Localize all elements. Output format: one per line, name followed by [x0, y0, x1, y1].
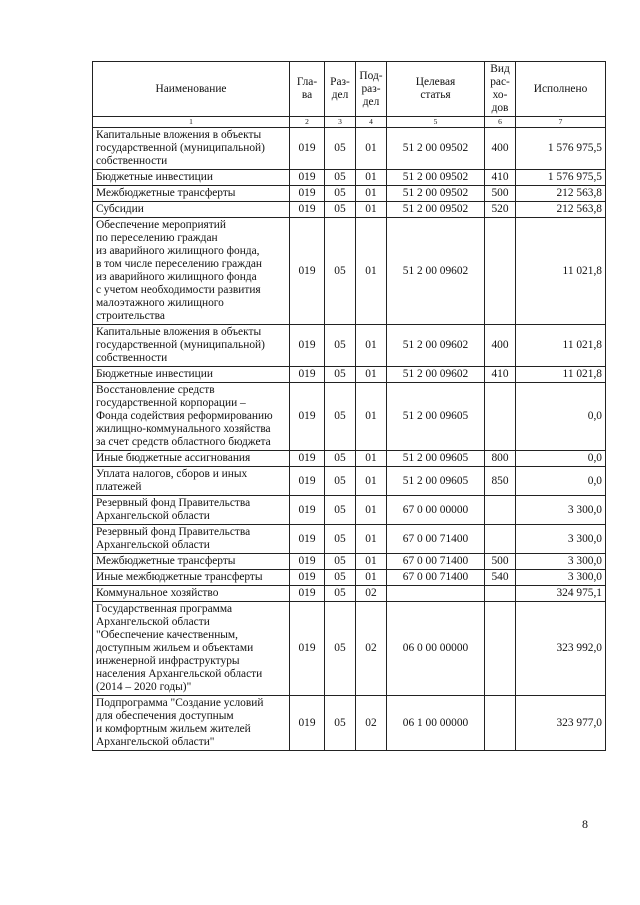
row-executed: 1 576 975,5 — [516, 170, 606, 186]
column-number: 3 — [325, 117, 356, 128]
row-executed: 3 300,0 — [516, 496, 606, 525]
row-subsection: 01 — [356, 554, 387, 570]
table-row — [93, 467, 606, 496]
row-target: 51 2 00 09605 — [387, 383, 485, 451]
row-subsection: 02 — [356, 602, 387, 696]
row-section: 05 — [325, 325, 356, 367]
row-name: Бюджетные инвестиции — [93, 367, 290, 383]
table-row — [93, 451, 606, 467]
row-expense-type: 500 — [485, 554, 516, 570]
header-section: Раз- дел — [325, 62, 356, 117]
row-target: 51 2 00 09605 — [387, 451, 485, 467]
row-expense-type: 520 — [485, 202, 516, 218]
row-target: 67 0 00 71400 — [387, 570, 485, 586]
column-number-row — [93, 117, 606, 128]
row-name: Иные бюджетные ассигнования — [93, 451, 290, 467]
row-name: Межбюджетные трансферты — [93, 186, 290, 202]
column-number: 5 — [387, 117, 485, 128]
row-section: 05 — [325, 218, 356, 325]
row-name: Подпрограмма "Создание условий для обеспечения доступным и комфортным жильем жителей Архангельской области" — [93, 696, 290, 751]
row-section: 05 — [325, 525, 356, 554]
row-name: Коммунальное хозяйство — [93, 586, 290, 602]
row-name: Межбюджетные трансферты — [93, 554, 290, 570]
table-row — [93, 696, 606, 751]
row-executed: 11 021,8 — [516, 218, 606, 325]
row-name: Государственная программа Архангельской области "Обеспечение качественным, доступным жильем и объектами инженерной инфраструктуры населения Архангельской области (2014 – 2020 годы)" — [93, 602, 290, 696]
row-expense-type: 410 — [485, 367, 516, 383]
table-row — [93, 570, 606, 586]
page-number: 8 — [582, 817, 588, 831]
row-section: 05 — [325, 570, 356, 586]
row-target: 51 2 00 09502 — [387, 128, 485, 170]
row-subsection: 01 — [356, 202, 387, 218]
row-chapter: 019 — [290, 202, 325, 218]
row-expense-type: 410 — [485, 170, 516, 186]
row-subsection: 02 — [356, 586, 387, 602]
budget-execution-table — [92, 61, 606, 751]
row-subsection: 01 — [356, 128, 387, 170]
table-row — [93, 554, 606, 570]
row-target: 67 0 00 71400 — [387, 525, 485, 554]
row-chapter: 019 — [290, 128, 325, 170]
row-chapter: 019 — [290, 696, 325, 751]
row-section: 05 — [325, 367, 356, 383]
row-name: Капитальные вложения в объекты государственной (муниципальной) собственности — [93, 325, 290, 367]
row-executed: 3 300,0 — [516, 570, 606, 586]
row-subsection: 01 — [356, 218, 387, 325]
row-chapter: 019 — [290, 496, 325, 525]
table-header-row — [93, 62, 606, 117]
row-executed: 0,0 — [516, 467, 606, 496]
row-chapter: 019 — [290, 218, 325, 325]
table-row — [93, 170, 606, 186]
row-expense-type — [485, 696, 516, 751]
row-subsection: 01 — [356, 170, 387, 186]
column-number: 2 — [290, 117, 325, 128]
row-section: 05 — [325, 467, 356, 496]
table-row — [93, 496, 606, 525]
column-number: 4 — [356, 117, 387, 128]
row-chapter: 019 — [290, 186, 325, 202]
table-row — [93, 186, 606, 202]
row-expense-type — [485, 586, 516, 602]
table-row — [93, 128, 606, 170]
row-subsection: 02 — [356, 696, 387, 751]
row-name: Обеспечение мероприятий по переселению граждан из аварийного жилищного фонда, в том числе переселению граждан из аварийного жилищного фонда с учетом необходимости развития малоэтажного жилищного строительства — [93, 218, 290, 325]
row-section: 05 — [325, 496, 356, 525]
row-section: 05 — [325, 128, 356, 170]
header-expense-type: Вид рас- хо- дов — [485, 62, 516, 117]
row-executed: 3 300,0 — [516, 525, 606, 554]
row-section: 05 — [325, 170, 356, 186]
row-target: 51 2 00 09605 — [387, 467, 485, 496]
column-number: 7 — [516, 117, 606, 128]
row-target: 51 2 00 09602 — [387, 367, 485, 383]
row-target: 51 2 00 09602 — [387, 325, 485, 367]
row-name: Резервный фонд Правительства Архангельской области — [93, 525, 290, 554]
header-chapter: Гла- ва — [290, 62, 325, 117]
table-body — [93, 128, 606, 751]
row-chapter: 019 — [290, 325, 325, 367]
row-executed: 323 977,0 — [516, 696, 606, 751]
row-expense-type — [485, 602, 516, 696]
row-expense-type: 500 — [485, 186, 516, 202]
row-subsection: 01 — [356, 451, 387, 467]
row-chapter: 019 — [290, 570, 325, 586]
row-expense-type: 400 — [485, 325, 516, 367]
row-target: 51 2 00 09502 — [387, 186, 485, 202]
row-chapter: 019 — [290, 170, 325, 186]
header-target: Целевая статья — [387, 62, 485, 117]
row-subsection: 01 — [356, 383, 387, 451]
table-row — [93, 202, 606, 218]
row-executed: 323 992,0 — [516, 602, 606, 696]
row-expense-type — [485, 218, 516, 325]
row-chapter: 019 — [290, 554, 325, 570]
row-expense-type — [485, 383, 516, 451]
row-expense-type — [485, 496, 516, 525]
table-row — [93, 218, 606, 325]
row-target: 51 2 00 09502 — [387, 202, 485, 218]
row-executed: 11 021,8 — [516, 325, 606, 367]
row-target: 51 2 00 09502 — [387, 170, 485, 186]
column-number: 6 — [485, 117, 516, 128]
row-expense-type: 800 — [485, 451, 516, 467]
row-subsection: 01 — [356, 496, 387, 525]
row-section: 05 — [325, 383, 356, 451]
row-subsection: 01 — [356, 325, 387, 367]
row-name: Восстановление средств государственной корпорации – Фонда содействия реформированию жилищно-коммунального хозяйства за счет средств областного бюджета — [93, 383, 290, 451]
row-target: 67 0 00 00000 — [387, 496, 485, 525]
row-name: Иные межбюджетные трансферты — [93, 570, 290, 586]
row-subsection: 01 — [356, 186, 387, 202]
row-section: 05 — [325, 696, 356, 751]
row-target: 51 2 00 09602 — [387, 218, 485, 325]
row-target: 67 0 00 71400 — [387, 554, 485, 570]
row-executed: 11 021,8 — [516, 367, 606, 383]
row-executed: 0,0 — [516, 383, 606, 451]
row-expense-type: 540 — [485, 570, 516, 586]
table-row — [93, 525, 606, 554]
row-expense-type: 850 — [485, 467, 516, 496]
column-number: 1 — [93, 117, 290, 128]
header-subsection: Под- раз- дел — [356, 62, 387, 117]
row-name: Бюджетные инвестиции — [93, 170, 290, 186]
row-target: 06 0 00 00000 — [387, 602, 485, 696]
row-name: Субсидии — [93, 202, 290, 218]
table-row — [93, 367, 606, 383]
row-name: Капитальные вложения в объекты государственной (муниципальной) собственности — [93, 128, 290, 170]
row-executed: 212 563,8 — [516, 186, 606, 202]
row-executed: 0,0 — [516, 451, 606, 467]
row-section: 05 — [325, 586, 356, 602]
table-row — [93, 586, 606, 602]
row-subsection: 01 — [356, 367, 387, 383]
row-section: 05 — [325, 554, 356, 570]
row-chapter: 019 — [290, 467, 325, 496]
row-executed: 1 576 975,5 — [516, 128, 606, 170]
row-chapter: 019 — [290, 586, 325, 602]
row-subsection: 01 — [356, 525, 387, 554]
header-name: Наименование — [93, 62, 290, 117]
row-executed: 3 300,0 — [516, 554, 606, 570]
row-name: Уплата налогов, сборов и иных платежей — [93, 467, 290, 496]
row-chapter: 019 — [290, 367, 325, 383]
row-section: 05 — [325, 186, 356, 202]
row-chapter: 019 — [290, 525, 325, 554]
row-subsection: 01 — [356, 570, 387, 586]
row-executed: 212 563,8 — [516, 202, 606, 218]
header-executed: Исполнено — [516, 62, 606, 117]
row-name: Резервный фонд Правительства Архангельской области — [93, 496, 290, 525]
row-expense-type: 400 — [485, 128, 516, 170]
table-row — [93, 383, 606, 451]
row-section: 05 — [325, 602, 356, 696]
table-row — [93, 602, 606, 696]
row-chapter: 019 — [290, 383, 325, 451]
row-executed: 324 975,1 — [516, 586, 606, 602]
row-section: 05 — [325, 451, 356, 467]
row-expense-type — [485, 525, 516, 554]
row-target — [387, 586, 485, 602]
row-chapter: 019 — [290, 602, 325, 696]
row-chapter: 019 — [290, 451, 325, 467]
table-row — [93, 325, 606, 367]
row-target: 06 1 00 00000 — [387, 696, 485, 751]
row-section: 05 — [325, 202, 356, 218]
row-subsection: 01 — [356, 467, 387, 496]
